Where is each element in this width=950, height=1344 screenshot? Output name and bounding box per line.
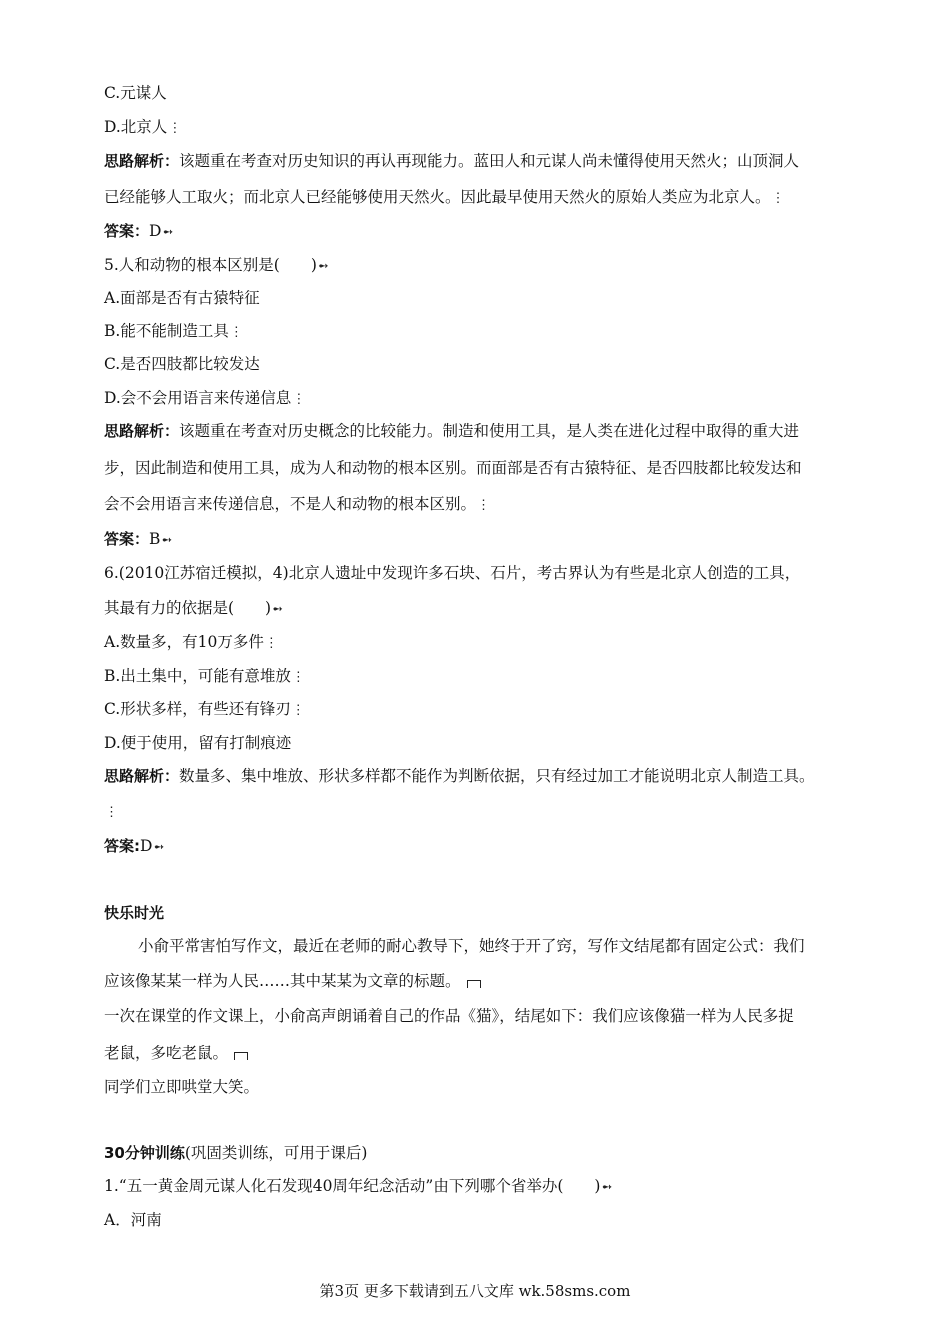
q6-option-d: D.便于使用，留有打制痕迹	[104, 734, 292, 752]
arrow-mark: ➻	[272, 602, 284, 617]
q5-stem: 5.人和动物的根本区别是( )➻	[104, 256, 329, 274]
page-footer: 第3页 更多下载请到五八文库 wk.58sms.com	[319, 1282, 631, 1300]
happy-paragraph-2-line-2: 老鼠，多吃老鼠。	[104, 1043, 248, 1063]
arrow-mark: ➻	[601, 1180, 613, 1195]
q5-analysis-line-2: 步，因此制造和使用工具，成为人和动物的根本区别。而面部是否有古猿特征、是否四肢都比较发达和	[104, 459, 802, 477]
arrow-mark: ➻	[317, 259, 329, 274]
training-heading: 30分钟训练(巩固类训练，可用于课后)	[104, 1144, 368, 1162]
training-q1-option-a: A．河南	[104, 1211, 162, 1229]
line-end-mark: ⋮	[771, 191, 785, 206]
happy-paragraph-1-line-2: 应该像某某一样为人民……其中某某为文章的标题。	[104, 971, 481, 991]
line-end-mark: ⋮	[291, 703, 305, 718]
q4-analysis-line-2: 已经能够人工取火；而北京人已经能够使用天然火。因此最早使用天然火的原始人类应为北京人。⋮	[104, 188, 785, 206]
q4-option-c: C.元谋人	[104, 84, 167, 102]
line-end-mark: ⋮	[168, 121, 182, 136]
paragraph-mark	[234, 1052, 248, 1060]
q6-option-a: A.数量多，有10万多件⋮	[104, 633, 278, 651]
happy-time-title: 快乐时光	[104, 904, 165, 922]
line-end-mark: ⋮	[264, 636, 278, 651]
happy-paragraph-3: 同学们立即哄堂大笑。	[104, 1078, 260, 1096]
q6-stem-line-2: 其最有力的依据是( )➻	[104, 599, 284, 617]
q6-option-c: C.形状多样，有些还有锋刃⋮	[104, 700, 305, 718]
happy-paragraph-1-line-1: 小俞平常害怕写作文，最近在老师的耐心教导下，她终于开了窍，写作文结尾都有固定公式：我们	[138, 937, 805, 955]
q6-analysis-line-1: 思路解析：数量多、集中堆放、形状多样都不能作为判断依据，只有经过加工才能说明北京人制造工具。	[104, 767, 815, 785]
q6-option-b: B.出土集中，可能有意堆放⋮	[104, 667, 305, 685]
q4-answer: 答案：D➻	[104, 222, 174, 240]
arrow-mark: ➻	[162, 225, 174, 240]
arrow-mark: ➻	[153, 840, 165, 855]
q5-analysis-line-3: 会不会用语言来传递信息，不是人和动物的根本区别。⋮	[104, 495, 491, 513]
q5-option-b: B.能不能制造工具⋮	[104, 322, 243, 340]
q6-analysis-line-2	[104, 801, 118, 823]
line-end-mark: ⋮	[229, 325, 243, 340]
q5-option-d: D.会不会用语言来传递信息⋮	[104, 389, 306, 407]
q4-option-d: D.北京人⋮	[104, 118, 182, 136]
q5-answer: 答案：B➻	[104, 530, 173, 548]
q5-analysis-line-1: 思路解析：该题重在考查对历史概念的比较能力。制造和使用工具，是人类在进化过程中取得的重大进	[104, 422, 800, 440]
arrow-mark: ➻	[161, 533, 173, 548]
paragraph-mark	[467, 980, 481, 988]
q5-option-c: C.是否四肢都比较发达	[104, 355, 260, 373]
training-q1-stem: 1.“五一黄金周元谋人化石发现40周年纪念活动”由下列哪个省举办( )➻	[104, 1177, 613, 1195]
line-end-mark: ⋮	[291, 670, 305, 685]
line-end-mark: ⋮	[292, 392, 306, 407]
q6-answer: 答案:D➻	[104, 837, 165, 855]
line-end-mark: ⋮	[105, 805, 118, 820]
q6-stem-line-1: 6.(2010江苏宿迁模拟，4)北京人遗址中发现许多石块、石片，考古界认为有些是北京人创造的工具，	[104, 564, 801, 582]
q5-option-a: A.面部是否有古猿特征	[104, 289, 260, 307]
line-end-mark: ⋮	[477, 498, 491, 513]
happy-paragraph-2-line-1: 一次在课堂的作文课上，小俞高声朗诵着自己的作品《猫》，结尾如下：我们应该像猫一样为人民多捉	[104, 1007, 794, 1025]
q4-analysis-line-1: 思路解析：该题重在考查对历史知识的再认再现能力。蓝田人和元谋人尚未懂得使用天然火；山顶洞人	[104, 152, 800, 170]
